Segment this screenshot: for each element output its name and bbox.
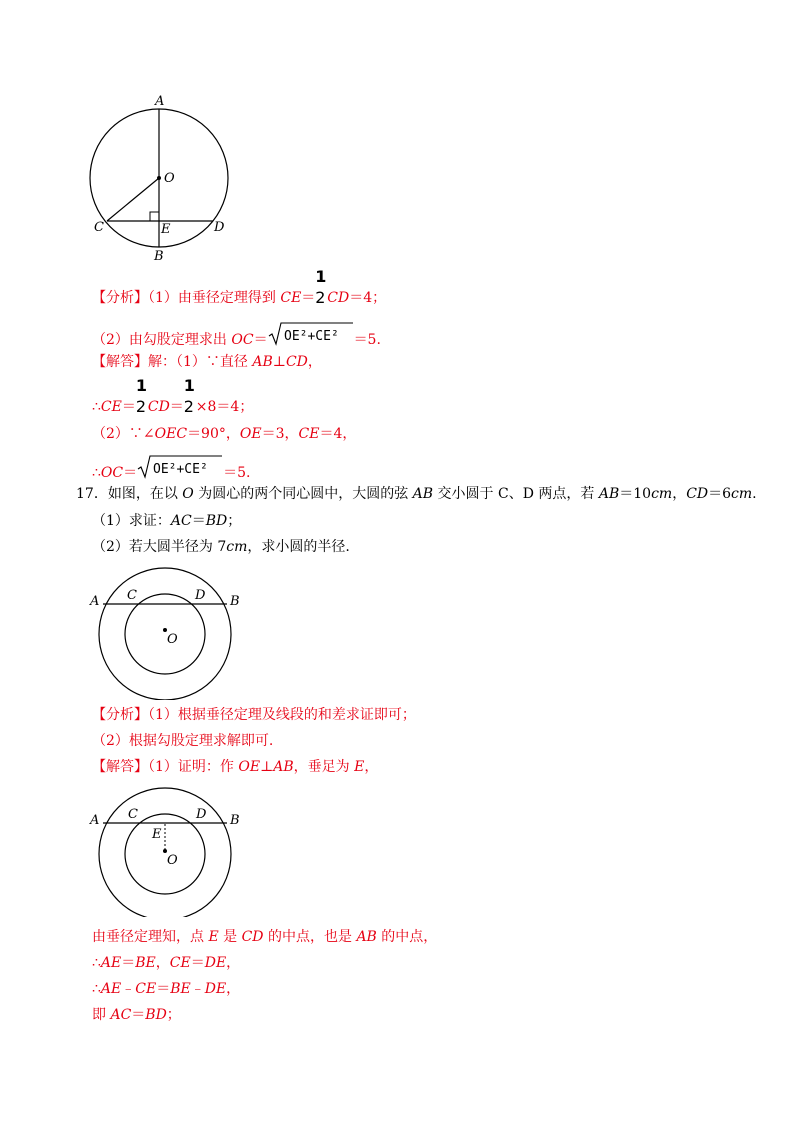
question-number: 17． [76,486,108,502]
figure-perpendicular-diameter [80,90,250,265]
center-point [157,176,161,180]
analysis-tag: 【分析】 [92,290,148,306]
label-e: E [161,222,171,237]
answer-tag: 【解答】 [92,354,148,370]
analysis-16-line1: 【分析】（1）由垂径定理得到 CE＝ 1 2 CD＝4； [92,267,387,307]
answer-17-line3: ∴AE＝BE，CE＝DE， [92,955,241,971]
label-c: C [94,220,104,235]
sqrt-sign [268,322,354,346]
label-a: A [155,94,165,109]
answer-tag: 【解答】 [92,759,148,775]
figure-concentric-circles [85,560,245,700]
label-a: A [90,813,100,828]
question-17-statement: 17．如图，在以 O 为圆心的两个同心圆中，大圆的弦 AB 交小圆于 C、D 两点，若 AB＝10cm，CD＝6cm. [76,486,757,502]
analysis-tag: 【分析】 [92,707,148,723]
label-d: D [196,807,207,822]
label-b: B [154,249,164,264]
answer-17-line4: ∴AE﹣CE＝BE﹣DE， [92,981,241,997]
label-a: A [90,594,100,609]
label-d: D [214,220,225,235]
question-17-part2: （2）若大圆半径为 7cm，求小圆的半径. [92,539,350,555]
answer-16-line1: 【解答】解：（1）∵直径 AB⊥CD， [92,354,322,370]
fraction-half: 1 2 [135,376,147,416]
answer-16-line3: （2）∵∠OEC＝90°，OE＝3，CE＝4， [92,426,357,442]
answer-17-line1: 【解答】（1）证明：作 OE⊥AB，垂足为 E， [92,759,379,775]
analysis-17-line1: 【分析】（1）根据垂径定理及线段的和差求证即可； [92,707,416,723]
analysis-17-line2: （2）根据勾股定理求解即可. [92,733,274,749]
answer-16-line4: ∴OC＝ OE²+CE² ＝5. [92,455,250,483]
answer-16-line2: ∴CE＝ 1 2 CD＝ 1 2 ×8＝4； [92,376,254,416]
right-angle-mark [150,212,159,221]
label-d: D [195,588,206,603]
svg-text:OE²+CE²: OE²+CE² [153,462,208,477]
outer-circle [99,568,231,700]
inner-circle [125,594,205,674]
fraction-half: 1 2 [315,267,327,307]
fraction-half: 1 2 [183,376,195,416]
label-c: C [127,588,137,603]
label-b: B [230,813,240,828]
svg-text:OE²+CE²: OE²+CE² [283,329,339,344]
label-b: B [230,594,240,609]
segment-oc [107,178,159,221]
figure-concentric-circles-oe [85,777,245,917]
question-17-part1: （1）求证：AC＝BD； [92,513,242,529]
label-c: C [128,807,138,822]
label-o: O [167,632,178,647]
label-o: O [164,171,175,186]
answer-17-line2: 由垂径定理知，点 E 是 CD 的中点，也是 AB 的中点， [92,929,438,945]
sqrt-sign [137,455,223,479]
label-e: E [152,827,162,842]
answer-17-line5: 即 AC＝BD； [92,1007,181,1023]
analysis-16-line2: （2）由勾股定理求出 OC＝ OE²+CE² ＝5. [92,322,381,350]
label-o: O [167,853,178,868]
